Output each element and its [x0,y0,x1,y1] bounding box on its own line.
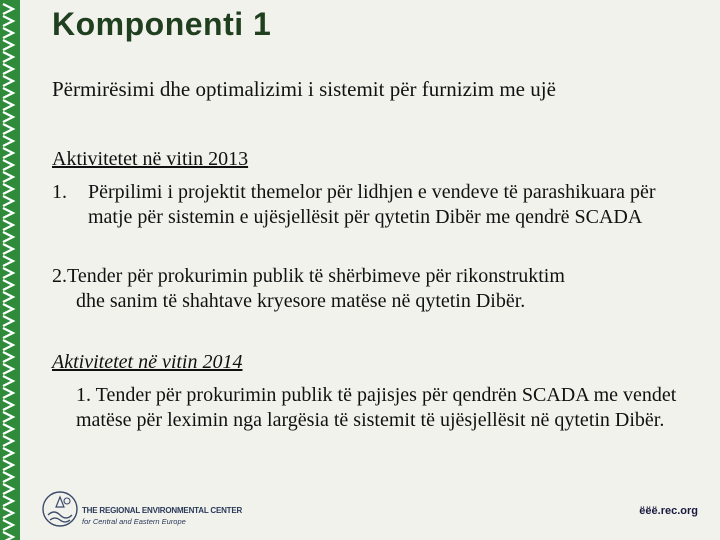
list-item-2013-2 [52,264,702,313]
list-item-text-line1: 2.Tender për prokurimin publik të shërbimeve për rikonstruktim [52,265,565,287]
slide-subtitle: Përmirësimi dhe optimalizimi i sistemit për furnizim me ujë [52,77,556,101]
footer-url: ëëë.rec.org [639,505,698,517]
section-2013-heading: Aktivitetet në vitin 2013 [52,148,249,170]
slide-title: Komponenti 1 [52,6,272,42]
list-item-2014-1: 1. Tender për prokurimin publik të pajisjes për qendrën SCADA me vendet matëse për leximin nga largësia të sistemit të ujësjellësit në qytetin Dibër. [76,384,677,431]
organization-subtitle: for Central and Eastern Europe [82,517,186,526]
list-item-text: Përpilimi i projektit themelor për lidhjen e vendeve të parashikuara për matje për sistemin e ujësjellësit për qytetin Dibër me qendrë SCADA [88,181,656,228]
organization-name: THE REGIONAL ENVIRONMENTAL CENTER [82,506,243,515]
decorative-zigzag-border [0,0,20,540]
list-item-number: 1. [52,181,67,203]
section-2014-heading: Aktivitetet në vitin 2014 [52,351,243,373]
rec-logo-icon [40,489,80,529]
list-item-text-line2: dhe sanim të shahtave kryesore matëse në qytetin Dibër. [76,289,526,312]
